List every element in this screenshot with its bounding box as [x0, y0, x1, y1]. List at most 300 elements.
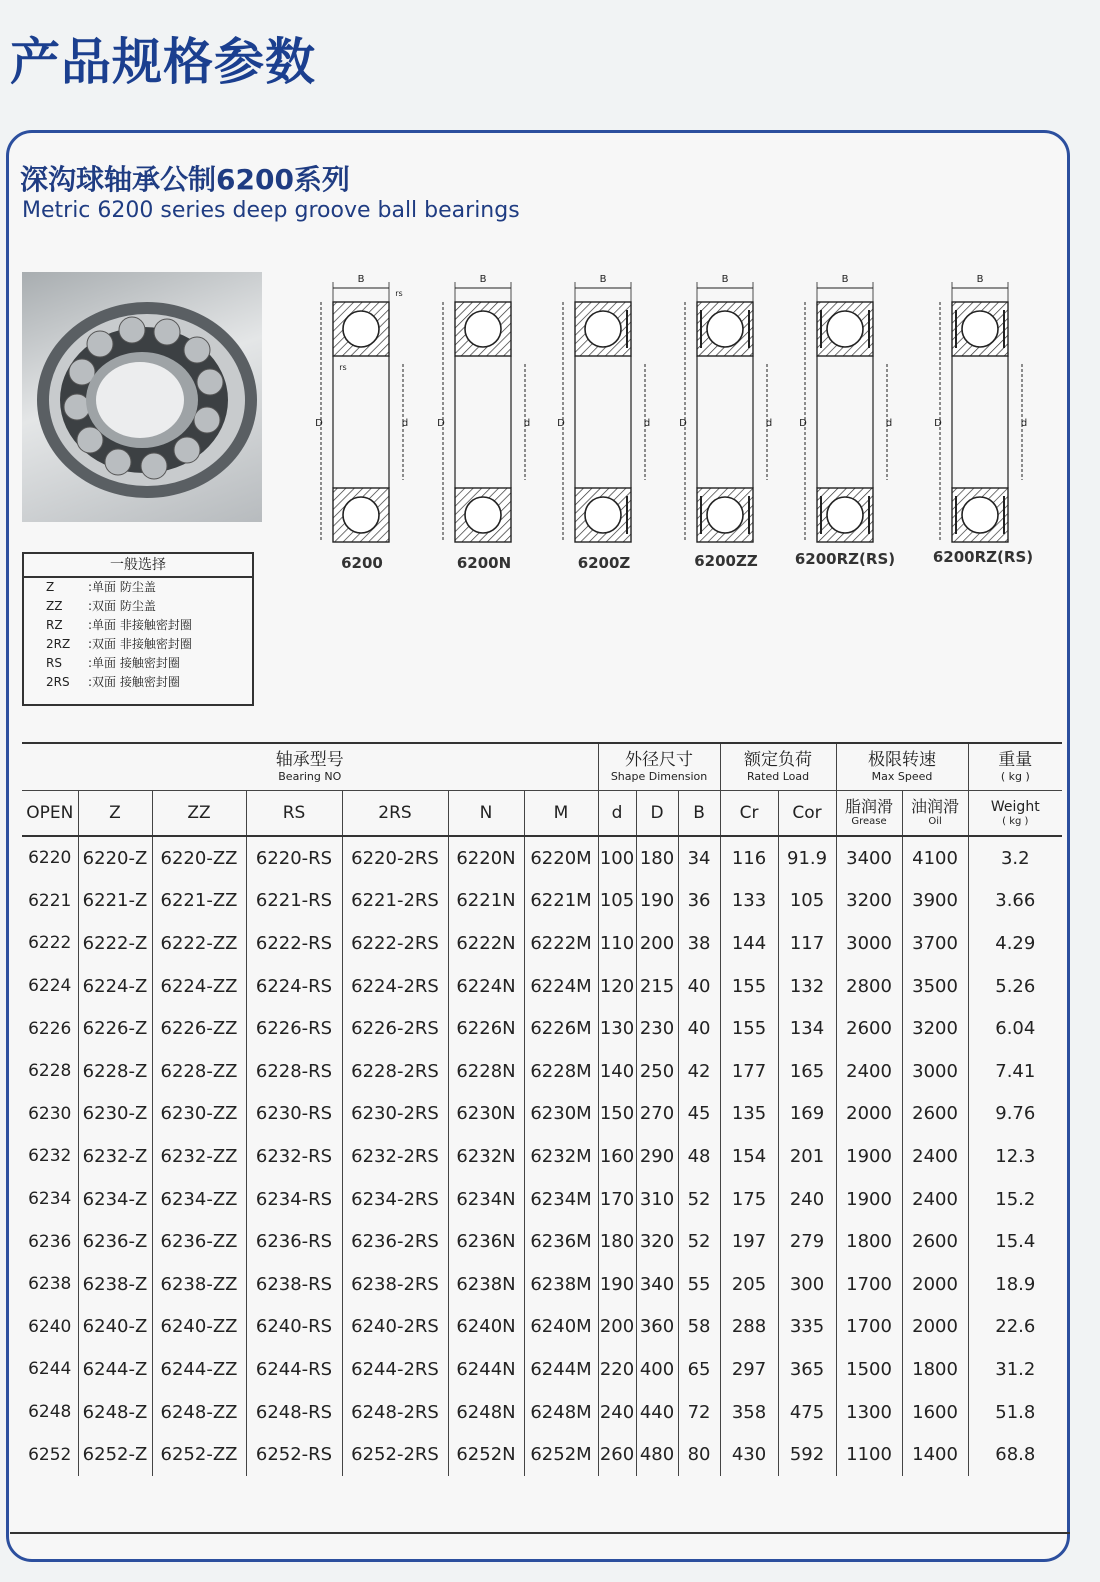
cell-m: 6252M	[524, 1433, 598, 1476]
diagram-label-6200rz-rs-a: 6200RZ(RS)	[794, 550, 896, 568]
cell-open: 6226	[22, 1007, 78, 1050]
bearing-photo	[22, 272, 262, 522]
cell-grease: 3400	[836, 836, 902, 880]
cell-m: 6230M	[524, 1093, 598, 1136]
cell-zz: 6222-ZZ	[152, 922, 246, 965]
svg-text:d: d	[523, 418, 531, 429]
cell-weight: 6.04	[995, 1018, 1036, 1040]
cell-D: 250	[636, 1050, 678, 1093]
svg-text:B: B	[599, 274, 607, 285]
svg-text:d: d	[885, 418, 893, 429]
col-d-outer: D	[636, 791, 678, 837]
cell-z: 6238-Z	[78, 1263, 152, 1306]
col-grease: 脂润滑 Grease	[836, 791, 902, 837]
cell-oil: 3500	[902, 965, 968, 1008]
cell-D: 400	[636, 1348, 678, 1391]
cell-m: 6236M	[524, 1220, 598, 1263]
cell-D: 230	[636, 1007, 678, 1050]
cell-open: 6238	[22, 1263, 78, 1306]
cell-D: 340	[636, 1263, 678, 1306]
svg-text:D: D	[557, 418, 565, 429]
cell-cor: 105	[778, 880, 836, 923]
cell-z: 6220-Z	[78, 836, 152, 880]
cell-oil: 2400	[902, 1135, 968, 1178]
cell-cor: 279	[778, 1220, 836, 1263]
cell-rs: 6252-RS	[246, 1433, 342, 1476]
cell-zz: 6221-ZZ	[152, 880, 246, 923]
cross-section-drawings	[300, 262, 1060, 552]
cell-m: 6240M	[524, 1306, 598, 1349]
cell-rs: 6238-RS	[246, 1263, 342, 1306]
cell-grease: 2400	[836, 1050, 902, 1093]
cell-zz: 6224-ZZ	[152, 965, 246, 1008]
legend-code: ZZ	[46, 599, 63, 613]
svg-text:d: d	[643, 418, 651, 429]
cell-m: 6224M	[524, 965, 598, 1008]
cell-d: 110	[598, 922, 636, 965]
col-m: M	[524, 791, 598, 837]
cell-cor: 91.9	[778, 836, 836, 880]
cell-2rs: 6252-2RS	[342, 1433, 448, 1476]
cell-z: 6226-Z	[78, 1007, 152, 1050]
cell-m: 6244M	[524, 1348, 598, 1391]
cell-m: 6234M	[524, 1178, 598, 1221]
cell-weight: 3.2	[1000, 847, 1030, 869]
legend-row	[24, 597, 252, 616]
cell-2rs: 6221-2RS	[342, 880, 448, 923]
cell-cr: 155	[720, 1007, 778, 1050]
cell-oil: 3900	[902, 880, 968, 923]
cell-n: 6234N	[448, 1178, 524, 1221]
cell-cr: 116	[720, 836, 778, 880]
cell-oil: 3200	[902, 1007, 968, 1050]
cell-rs: 6244-RS	[246, 1348, 342, 1391]
cell-2rs: 6236-2RS	[342, 1220, 448, 1263]
cell-D: 180	[636, 836, 678, 880]
cell-n: 6226N	[448, 1007, 524, 1050]
table-row	[22, 880, 1062, 923]
cell-weight: 18.9	[995, 1273, 1036, 1295]
cell-weight: 5.26	[995, 975, 1036, 997]
cell-oil: 1800	[902, 1348, 968, 1391]
svg-text:B: B	[479, 274, 487, 285]
cell-grease: 1100	[836, 1433, 902, 1476]
option-legend	[22, 552, 254, 706]
cell-z: 6248-Z	[78, 1391, 152, 1434]
cell-B: 48	[678, 1135, 720, 1178]
svg-text:D: D	[934, 418, 942, 429]
cell-z: 6230-Z	[78, 1093, 152, 1136]
legend-row	[24, 635, 252, 654]
cell-oil: 2000	[902, 1263, 968, 1306]
cell-d: 140	[598, 1050, 636, 1093]
cell-z: 6224-Z	[78, 965, 152, 1008]
cell-grease: 1900	[836, 1178, 902, 1221]
cell-B: 72	[678, 1391, 720, 1434]
cell-open: 6234	[22, 1178, 78, 1221]
col-weight: Weight ( kg )	[968, 791, 1062, 837]
cell-oil: 2000	[902, 1306, 968, 1349]
group-max-speed: 极限转速 Max Speed	[836, 743, 968, 791]
col-open: OPEN	[22, 791, 78, 837]
svg-text:d: d	[765, 418, 773, 429]
cell-open: 6252	[22, 1433, 78, 1476]
cell-rs: 6240-RS	[246, 1306, 342, 1349]
diagram-label-6200rz-rs-b: 6200RZ(RS)	[932, 548, 1034, 566]
cell-open: 6221	[22, 880, 78, 923]
cell-cr: 177	[720, 1050, 778, 1093]
table-row	[22, 1433, 1062, 1476]
cell-B: 34	[678, 836, 720, 880]
cell-2rs: 6224-2RS	[342, 965, 448, 1008]
table-row	[22, 1135, 1062, 1178]
cell-oil: 2600	[902, 1220, 968, 1263]
cell-cor: 134	[778, 1007, 836, 1050]
cell-zz: 6230-ZZ	[152, 1093, 246, 1136]
cell-m: 6232M	[524, 1135, 598, 1178]
cell-open: 6244	[22, 1348, 78, 1391]
group-rated-load: 额定负荷 Rated Load	[720, 743, 836, 791]
cell-grease: 1800	[836, 1220, 902, 1263]
cell-oil: 2400	[902, 1178, 968, 1221]
cell-oil: 3000	[902, 1050, 968, 1093]
cell-B: 40	[678, 965, 720, 1008]
bearing-diagrams	[300, 262, 1060, 582]
cell-oil: 1600	[902, 1391, 968, 1434]
group-bearing-no: 轴承型号 Bearing NO	[22, 743, 598, 791]
cell-cr: 144	[720, 922, 778, 965]
cell-cor: 365	[778, 1348, 836, 1391]
cell-B: 52	[678, 1178, 720, 1221]
cell-rs: 6221-RS	[246, 880, 342, 923]
cell-d: 180	[598, 1220, 636, 1263]
cell-n: 6244N	[448, 1348, 524, 1391]
cell-2rs: 6220-2RS	[342, 836, 448, 880]
svg-text:D: D	[315, 418, 323, 429]
table-row	[22, 1050, 1062, 1093]
cell-n: 6222N	[448, 922, 524, 965]
cell-cor: 240	[778, 1178, 836, 1221]
table-row	[22, 1093, 1062, 1136]
cell-2rs: 6230-2RS	[342, 1093, 448, 1136]
cell-weight: 7.41	[995, 1060, 1036, 1082]
cell-D: 310	[636, 1178, 678, 1221]
legend-desc: :单面 接触密封圈	[88, 656, 180, 670]
cell-weight: 9.76	[995, 1103, 1036, 1125]
group-shape-dimension: 外径尺寸 Shape Dimension	[598, 743, 720, 791]
cell-rs: 6222-RS	[246, 922, 342, 965]
col-cor: Cor	[778, 791, 836, 837]
cell-d: 160	[598, 1135, 636, 1178]
cell-oil: 3700	[902, 922, 968, 965]
col-oil: 油润滑 Oil	[902, 791, 968, 837]
cell-rs: 6234-RS	[246, 1178, 342, 1221]
svg-text:B: B	[841, 274, 849, 285]
col-z: Z	[78, 791, 152, 837]
cell-zz: 6226-ZZ	[152, 1007, 246, 1050]
cell-d: 200	[598, 1306, 636, 1349]
header-group-row	[22, 743, 1062, 791]
cell-D: 320	[636, 1220, 678, 1263]
table-row	[22, 1391, 1062, 1434]
cell-n: 6230N	[448, 1093, 524, 1136]
cell-cr: 133	[720, 880, 778, 923]
cell-open: 6222	[22, 922, 78, 965]
cell-d: 100	[598, 836, 636, 880]
cell-B: 58	[678, 1306, 720, 1349]
legend-desc: :双面 非接触密封圈	[88, 637, 192, 651]
table-row	[22, 1306, 1062, 1349]
legend-desc: :双面 接触密封圈	[88, 675, 180, 689]
svg-text:D: D	[799, 418, 807, 429]
cell-z: 6228-Z	[78, 1050, 152, 1093]
cell-d: 150	[598, 1093, 636, 1136]
cell-cr: 358	[720, 1391, 778, 1434]
cell-zz: 6234-ZZ	[152, 1178, 246, 1221]
cell-zz: 6232-ZZ	[152, 1135, 246, 1178]
cell-open: 6224	[22, 965, 78, 1008]
legend-code: RZ	[46, 618, 63, 632]
cell-open: 6236	[22, 1220, 78, 1263]
cell-D: 360	[636, 1306, 678, 1349]
cell-d: 105	[598, 880, 636, 923]
cell-zz: 6238-ZZ	[152, 1263, 246, 1306]
cell-zz: 6252-ZZ	[152, 1433, 246, 1476]
cell-rs: 6220-RS	[246, 836, 342, 880]
cell-n: 6220N	[448, 836, 524, 880]
cell-cr: 175	[720, 1178, 778, 1221]
cell-D: 270	[636, 1093, 678, 1136]
cell-weight: 22.6	[995, 1316, 1036, 1338]
table-row	[22, 836, 1062, 880]
col-b-width: B	[678, 791, 720, 837]
cell-cor: 201	[778, 1135, 836, 1178]
cell-cr: 288	[720, 1306, 778, 1349]
cell-d: 220	[598, 1348, 636, 1391]
cell-grease: 1700	[836, 1306, 902, 1349]
cell-d: 130	[598, 1007, 636, 1050]
cell-oil: 1400	[902, 1433, 968, 1476]
cell-cr: 430	[720, 1433, 778, 1476]
svg-text:d: d	[1020, 418, 1028, 429]
cell-weight: 15.4	[995, 1231, 1036, 1253]
cell-grease: 1700	[836, 1263, 902, 1306]
cell-m: 6221M	[524, 880, 598, 923]
cell-n: 6238N	[448, 1263, 524, 1306]
cell-B: 40	[678, 1007, 720, 1050]
cell-2rs: 6240-2RS	[342, 1306, 448, 1349]
cell-D: 480	[636, 1433, 678, 1476]
cell-zz: 6236-ZZ	[152, 1220, 246, 1263]
cell-n: 6224N	[448, 965, 524, 1008]
cell-z: 6234-Z	[78, 1178, 152, 1221]
cell-weight: 12.3	[995, 1145, 1036, 1167]
cell-rs: 6236-RS	[246, 1220, 342, 1263]
legend-code: Z	[46, 580, 55, 594]
cell-n: 6252N	[448, 1433, 524, 1476]
cell-B: 80	[678, 1433, 720, 1476]
bottom-rule	[10, 1532, 1070, 1534]
legend-desc: :单面 防尘盖	[88, 580, 156, 594]
cell-grease: 3200	[836, 880, 902, 923]
cell-weight: 3.66	[995, 890, 1036, 912]
cell-weight: 15.2	[995, 1188, 1036, 1210]
cell-m: 6228M	[524, 1050, 598, 1093]
cell-open: 6220	[22, 836, 78, 880]
diagram-label-6200zz: 6200ZZ	[694, 552, 758, 570]
svg-text:D: D	[437, 418, 445, 429]
cell-d: 190	[598, 1263, 636, 1306]
cell-D: 215	[636, 965, 678, 1008]
cell-m: 6248M	[524, 1391, 598, 1434]
cell-cor: 475	[778, 1391, 836, 1434]
cell-B: 38	[678, 922, 720, 965]
svg-text:rs: rs	[339, 363, 347, 372]
legend-desc: :单面 非接触密封圈	[88, 618, 192, 632]
cell-grease: 1300	[836, 1391, 902, 1434]
table-row	[22, 1220, 1062, 1263]
section-title-en: Metric 6200 series deep groove ball bearings	[22, 198, 520, 223]
cell-rs: 6224-RS	[246, 965, 342, 1008]
svg-text:D: D	[679, 418, 687, 429]
cell-z: 6222-Z	[78, 922, 152, 965]
svg-text:B: B	[721, 274, 729, 285]
header-column-row	[22, 791, 1062, 837]
cell-2rs: 6228-2RS	[342, 1050, 448, 1093]
legend-desc: :双面 防尘盖	[88, 599, 156, 613]
col-n: N	[448, 791, 524, 837]
table-row	[22, 1348, 1062, 1391]
cell-zz: 6244-ZZ	[152, 1348, 246, 1391]
cell-zz: 6220-ZZ	[152, 836, 246, 880]
cell-cr: 135	[720, 1093, 778, 1136]
cell-open: 6232	[22, 1135, 78, 1178]
cell-n: 6248N	[448, 1391, 524, 1434]
table-row	[22, 1178, 1062, 1221]
cell-B: 55	[678, 1263, 720, 1306]
cell-open: 6240	[22, 1306, 78, 1349]
cell-m: 6226M	[524, 1007, 598, 1050]
cell-m: 6222M	[524, 922, 598, 965]
col-zz: ZZ	[152, 791, 246, 837]
cell-D: 290	[636, 1135, 678, 1178]
legend-row	[24, 654, 252, 673]
cell-cr: 205	[720, 1263, 778, 1306]
cell-2rs: 6232-2RS	[342, 1135, 448, 1178]
legend-row	[24, 673, 252, 692]
col-d-inner: d	[598, 791, 636, 837]
group-weight: 重量 ( kg )	[968, 743, 1062, 791]
diagram-label-6200z: 6200Z	[577, 554, 631, 572]
cell-cor: 132	[778, 965, 836, 1008]
cell-D: 440	[636, 1391, 678, 1434]
cell-weight: 4.29	[995, 932, 1036, 954]
cell-z: 6232-Z	[78, 1135, 152, 1178]
cell-z: 6240-Z	[78, 1306, 152, 1349]
cell-open: 6228	[22, 1050, 78, 1093]
legend-code: RS	[46, 656, 62, 670]
cell-cr: 155	[720, 965, 778, 1008]
table-row	[22, 922, 1062, 965]
cell-2rs: 6226-2RS	[342, 1007, 448, 1050]
table-row	[22, 1007, 1062, 1050]
cell-cr: 297	[720, 1348, 778, 1391]
cell-B: 36	[678, 880, 720, 923]
cell-n: 6221N	[448, 880, 524, 923]
cell-B: 52	[678, 1220, 720, 1263]
cell-weight: 31.2	[995, 1358, 1036, 1380]
svg-text:B: B	[976, 274, 984, 285]
cell-cor: 300	[778, 1263, 836, 1306]
svg-text:rs: rs	[395, 289, 403, 298]
cell-2rs: 6234-2RS	[342, 1178, 448, 1221]
cell-2rs: 6248-2RS	[342, 1391, 448, 1434]
cell-cor: 165	[778, 1050, 836, 1093]
cell-rs: 6226-RS	[246, 1007, 342, 1050]
cell-rs: 6232-RS	[246, 1135, 342, 1178]
diagram-label-6200: 6200	[341, 554, 383, 572]
cell-z: 6244-Z	[78, 1348, 152, 1391]
cell-grease: 2800	[836, 965, 902, 1008]
cell-z: 6221-Z	[78, 880, 152, 923]
cell-B: 45	[678, 1093, 720, 1136]
cell-n: 6236N	[448, 1220, 524, 1263]
cell-rs: 6248-RS	[246, 1391, 342, 1434]
cell-2rs: 6222-2RS	[342, 922, 448, 965]
cell-grease: 3000	[836, 922, 902, 965]
cell-n: 6228N	[448, 1050, 524, 1093]
cell-grease: 1900	[836, 1135, 902, 1178]
cell-rs: 6230-RS	[246, 1093, 342, 1136]
cell-grease: 2600	[836, 1007, 902, 1050]
cell-2rs: 6238-2RS	[342, 1263, 448, 1306]
section-title-cn: 深沟球轴承公制6200系列	[20, 163, 350, 196]
cell-zz: 6248-ZZ	[152, 1391, 246, 1434]
cell-d: 240	[598, 1391, 636, 1434]
cell-n: 6232N	[448, 1135, 524, 1178]
cell-rs: 6228-RS	[246, 1050, 342, 1093]
legend-code: 2RS	[46, 675, 70, 689]
cell-D: 190	[636, 880, 678, 923]
table-row	[22, 965, 1062, 1008]
cell-d: 120	[598, 965, 636, 1008]
cell-cor: 117	[778, 922, 836, 965]
table-row	[22, 1263, 1062, 1306]
legend-row	[24, 578, 252, 597]
col-2rs: 2RS	[342, 791, 448, 837]
cell-B: 65	[678, 1348, 720, 1391]
cell-2rs: 6244-2RS	[342, 1348, 448, 1391]
cell-B: 42	[678, 1050, 720, 1093]
cell-d: 260	[598, 1433, 636, 1476]
cell-weight: 68.8	[995, 1444, 1036, 1466]
legend-code: 2RZ	[46, 637, 71, 651]
legend-title: 一般选择	[24, 554, 252, 578]
cell-oil: 4100	[902, 836, 968, 880]
cell-m: 6238M	[524, 1263, 598, 1306]
diagram-label-6200n: 6200N	[456, 554, 512, 572]
cell-cor: 335	[778, 1306, 836, 1349]
page-title: 产品规格参数	[10, 33, 316, 91]
cell-open: 6230	[22, 1093, 78, 1136]
legend-row	[24, 616, 252, 635]
cell-d: 170	[598, 1178, 636, 1221]
col-cr: Cr	[720, 791, 778, 837]
cell-z: 6252-Z	[78, 1433, 152, 1476]
cell-n: 6240N	[448, 1306, 524, 1349]
cell-cr: 154	[720, 1135, 778, 1178]
cell-zz: 6228-ZZ	[152, 1050, 246, 1093]
